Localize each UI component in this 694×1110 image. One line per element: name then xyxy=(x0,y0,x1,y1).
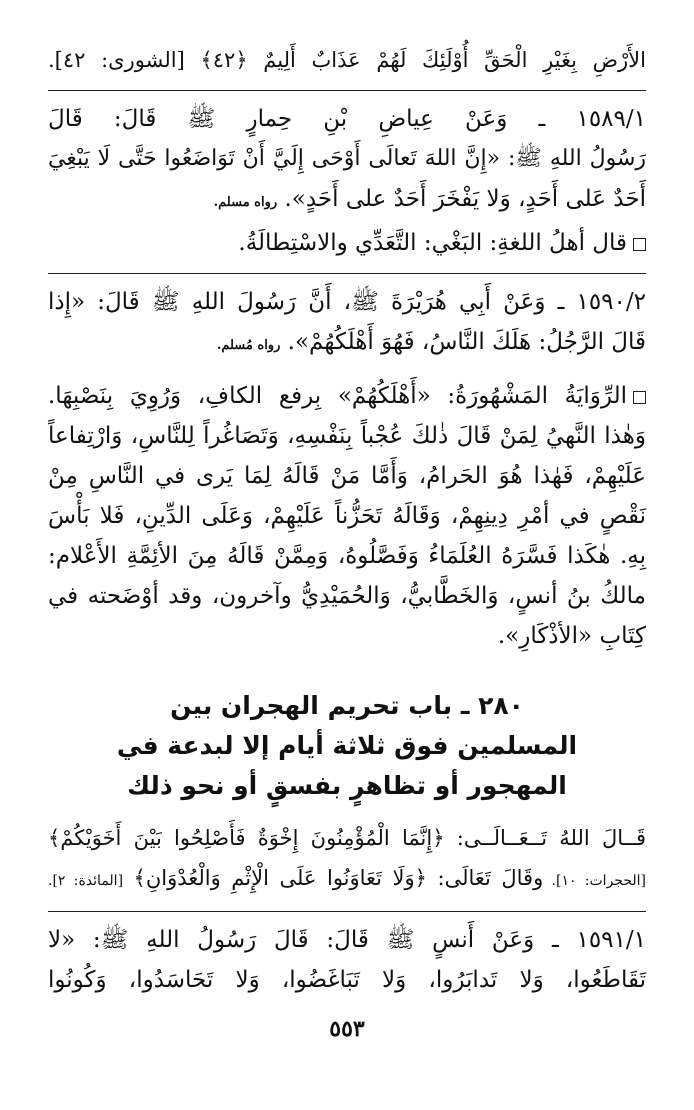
square-bullet-icon xyxy=(633,238,646,251)
verse-text: وقَالَ تَعَالَى: ﴿وَلَا تَعَاوَنُوا عَلَى الْإِثْمِ وَالْعُدْوَانِ﴾ xyxy=(123,866,544,890)
hadith-1590 xyxy=(48,282,646,656)
chapter-heading-line-2: المسلمين فوق ثلاثة أيام إلا لبدعة في xyxy=(116,731,578,760)
verse-continuation-line: الأَرْضِ بِغَيْرِ الْحَقِّ أُوْلَئِكَ لَهُمْ عَذَابٌ أَلِيمٌ ﴿٤٢﴾ [الشورى: ٤٢]. xyxy=(48,48,646,72)
commentary-line xyxy=(48,223,646,263)
hadith-1590-line-2 xyxy=(48,322,646,366)
divider xyxy=(48,90,646,91)
commentary-line-4: نَقْصٍ في أمْرِ دِينِهِمْ، وَقَالَهُ تَحَزُّناً عَلَيْهِمْ، وَعَلَى الدِّينِ، فَلا بَأْسَ xyxy=(48,503,646,529)
narrator-note: رواه مسلم. xyxy=(213,195,278,210)
hadith-1590-text-end: قَالَ الرَّجُلُ: هَلَكَ النَّاسُ، فَهُوَ أَهْلَكُهُمْ». xyxy=(280,329,646,355)
verse-line-1: قَــالَ اللهُ تَــعَــالَــى: ﴿إِنَّمَا الْمُؤْمِنُونَ إِخْوَةٌ فَأَصْلِحُوا بَيْنَ أَخَوَيْكُمْ﴾ xyxy=(48,826,646,850)
commentary-text: قال أهلُ اللغةِ: البَغْي: التَّعَدِّي والاسْتِطالَةُ. xyxy=(238,230,627,256)
commentary-line-1 xyxy=(48,376,646,416)
hadith-1590-line-1: ١٥٩٠/٢ ـ وَعَنْ أَبِي هُرَيْرَةَ ﷺ، أَنَّ رَسُولَ اللهِ ﷺ قَالَ: «إِذا xyxy=(48,289,646,315)
narrator-note: رواه مُسلم. xyxy=(216,338,281,353)
commentary-line-5: بِهِ. هٰكَذا فَسَّرَهُ العُلَمَاءُ وَفَصَّلُوهُ، وَمِمَّنْ قَالَهُ مِنَ الأئِمَّةِ الأَعْلام: xyxy=(48,543,646,569)
quran-verses xyxy=(48,818,646,901)
chapter-heading-line-3: المهجور أو تظاهرٍ بفسقٍ أو نحو ذلك xyxy=(127,771,567,800)
hadith-1589-line-1: ١٥٨٩/١ ـ وَعَنْ عِياضِ بْنِ حِمارٍ ﷺ قَالَ: قَالَ xyxy=(48,106,646,132)
commentary-line-6: مالكُ بنُ أنسٍ، وَالخَطَّابيُّ، وَالحُمَيْدِيُّ وآخرون، وقد أوْضَحته في xyxy=(48,583,646,609)
verse-reference: [المائدة: ٢]. xyxy=(48,873,124,889)
chapter-heading xyxy=(48,686,646,806)
commentary-text: الرِّوَايَةُ المَشْهُورَةُ: «أَهْلَكُهُمْ» بِرفع الكافِ، وَرُوِيَ بِنَصْبِهَا. xyxy=(48,383,627,409)
hadith-1589 xyxy=(48,99,646,263)
page-number: ٥٥٣ xyxy=(329,1016,365,1042)
verse-reference: [الحجرات: ١٠]. xyxy=(543,873,646,889)
commentary-line-2: وَهٰذا النَّهيُ لِمَنْ قَالَ ذٰلكَ عُجْباً بِنَفْسِهِ، وَتَصَاغُراً لِلنَّاسِ، وَارْتِفاعاً xyxy=(48,423,646,449)
hadith-1589-line-3 xyxy=(48,179,646,223)
hadith-1591-line-1: ١٥٩١/١ ـ وَعَنْ أَنسٍ ﷺ قَالَ: قَالَ رَسُولُ اللهِ ﷺ: «لا xyxy=(48,927,646,953)
hadith-1591 xyxy=(48,920,646,1000)
hadith-1591-line-2: تَقَاطَعُوا، وَلا تَدابَرُوا، وَلا تَبَاغَضُوا، وَلا تَحَاسَدُوا، وَكُونُوا xyxy=(48,967,646,993)
commentary-line-7: كِتَابِ «الأذْكَارِ». xyxy=(497,623,646,649)
square-bullet-icon xyxy=(633,391,646,404)
chapter-heading-line-1: ٢٨٠ ـ باب تحريم الهجران بين xyxy=(170,691,524,720)
divider xyxy=(48,911,646,912)
verse-line-2 xyxy=(48,858,646,901)
hadith-1589-text-end: أَحَدٌ عَلى أَحَدٍ، وَلا يَفْخَرَ أَحَدٌ على أَحَدٍ». xyxy=(277,186,646,212)
divider xyxy=(48,273,646,274)
hadith-1589-line-2: رَسُولُ اللهِ ﷺ: «إِنَّ اللهَ تَعالَى أَوْحَى إِلَيَّ أَنْ تَوَاضَعُوا حَتَّى لَا يَبْغِيَ xyxy=(48,146,646,171)
commentary-line-3: عَلَيْهِمْ، فَهٰذا هُوَ الحَرامُ، وَأَمَّا مَنْ قَالَهُ لِمَا يَرى في النَّاسِ مِنْ xyxy=(48,463,646,489)
